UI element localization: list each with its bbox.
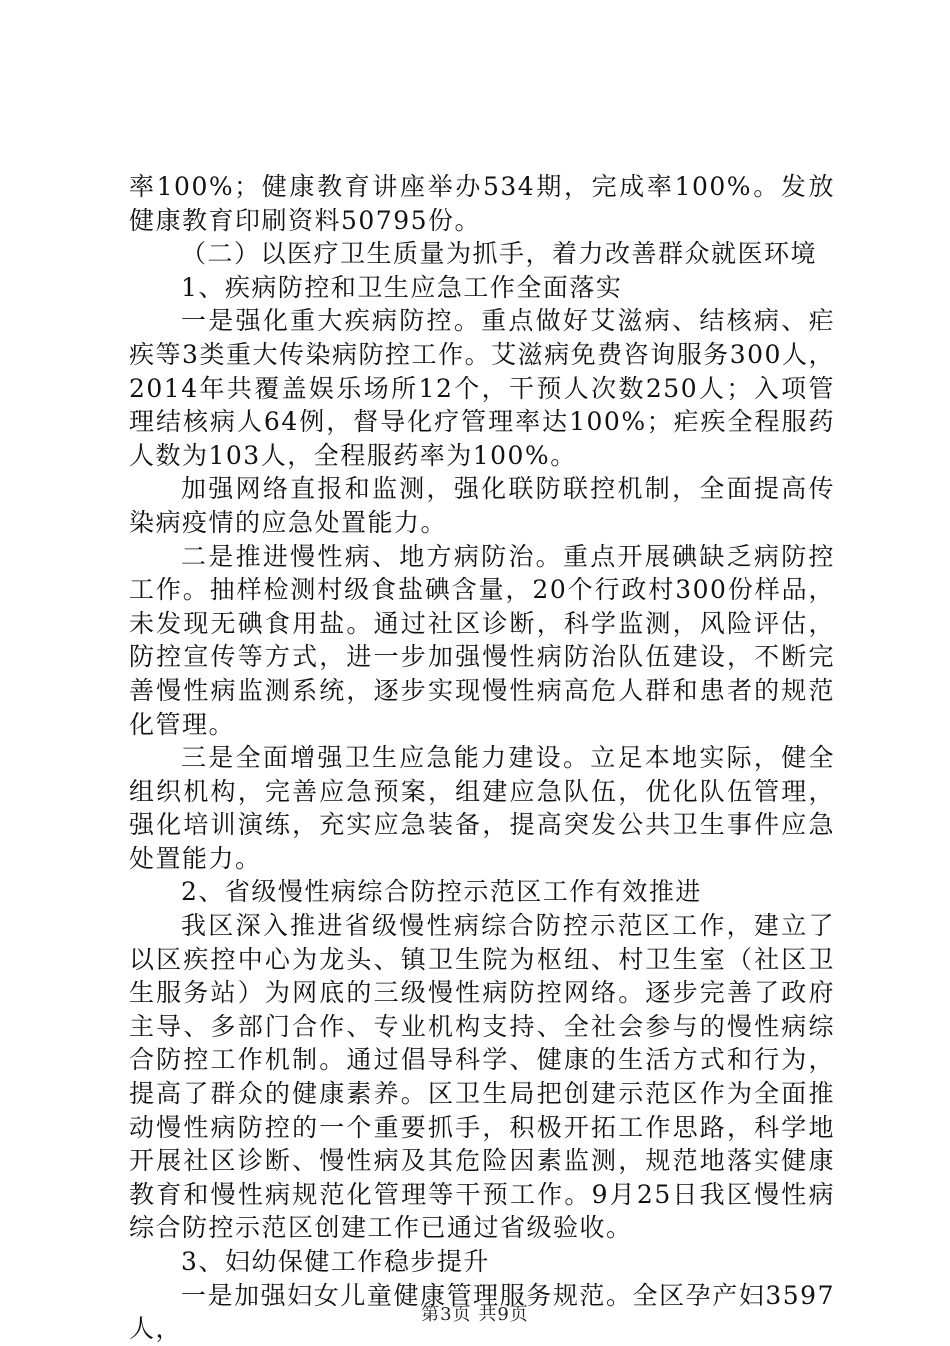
- document-body: [129, 170, 835, 1346]
- paragraph: 加强网络直报和监测，强化联防联控机制，全面提高传染病疫情的应急处置能力。: [129, 474, 835, 537]
- paragraph: 率100%；健康教育讲座举办534期，完成率100%。发放健康教育印刷资料50795份。: [129, 172, 835, 235]
- page-footer: 第3页 共9页: [421, 1304, 529, 1325]
- paragraph: （二）以医疗卫生质量为抓手，着力改善群众就医环境: [181, 239, 818, 269]
- paragraph: 1、疾病防控和卫生应急工作全面落实: [181, 272, 623, 302]
- paragraph: 一是强化重大疾病防控。重点做好艾滋病、结核病、疟疾等3类重大传染病防控工作。艾滋病免费咨询服务300人，2014年共覆盖娱乐场所12个，干预人次数250人；入项管理结核病人64例，督导化疗管理率达100%；疟疾全程服药人数为103人，全程服药率为100%。: [129, 306, 835, 470]
- paragraph: 2、省级慢性病综合防控示范区工作有效推进: [181, 877, 702, 907]
- paragraph: 三是全面增强卫生应急能力建设。立足本地实际，健全组织机构，完善应急预案，组建应急队伍，优化队伍管理，强化培训演练，充实应急装备，提高突发公共卫生事件应急处置能力。: [129, 743, 835, 873]
- paragraph: 二是推进慢性病、地方病防治。重点开展碘缺乏病防控工作。抽样检测村级食盐碘含量，20个行政村300份样品，未发现无碘食用盐。通过社区诊断，科学监测，风险评估，防控宣传等方式，进一步加强慢性病防治队伍建设，不断完善慢性病监测系统，逐步实现慢性病高危人群和患者的规范化管理。: [129, 541, 835, 739]
- paragraph: 我区深入推进省级慢性病综合防控示范区工作，建立了以区疾控中心为龙头、镇卫生院为枢纽、村卫生室（社区卫生服务站）为网底的三级慢性病防控网络。逐步完善了政府主导、多部门合作、专业机构支持、全社会参与的慢性病综合防控工作机制。通过倡导科学、健康的生活方式和行为，提高了群众的健康素养。区卫生局把创建示范区作为全面推动慢性病防控的一个重要抓手，积极开拓工作思路，科学地开展社区诊断、慢性病及其危险因素监测，规范地落实健康教育和慢性病规范化管理等干预工作。9月25日我区慢性病综合防控示范区创建工作已通过省级验收。: [129, 911, 835, 1243]
- paragraph: 一是加强妇女儿童健康管理服务规范。全区孕产妇3597人，: [129, 1280, 835, 1344]
- paragraph: 3、妇幼保健工作稳步提升: [181, 1247, 490, 1276]
